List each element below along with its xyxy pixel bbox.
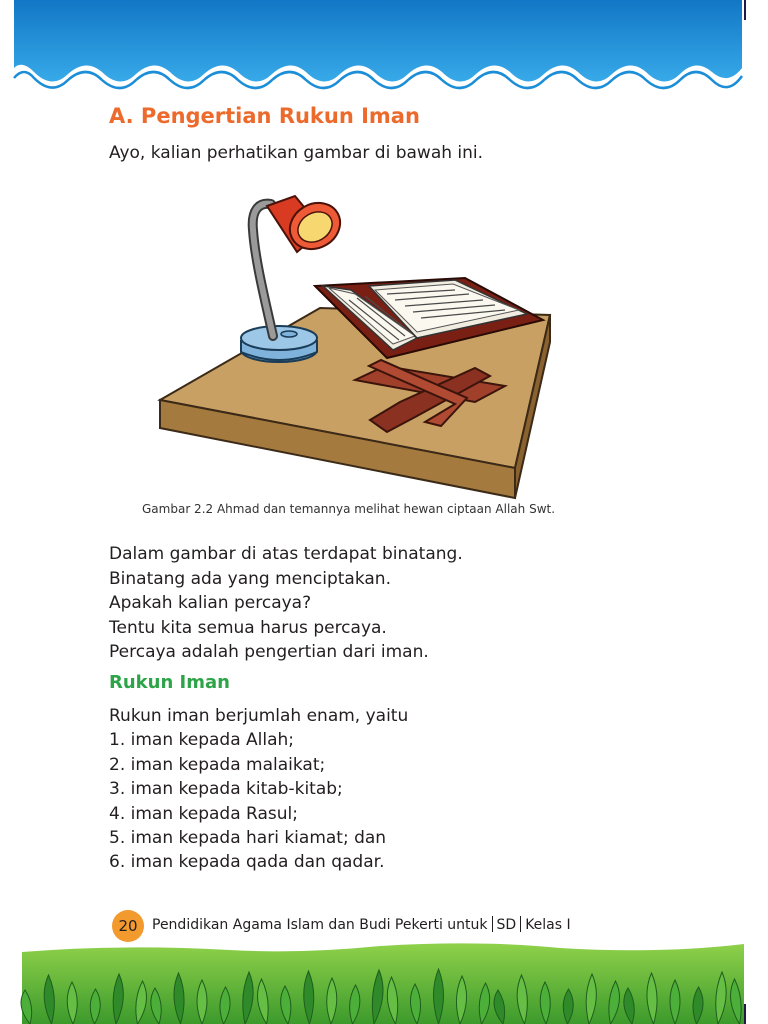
list-item: 3. iman kepada kitab-kitab; (109, 779, 343, 800)
footer-title (152, 916, 571, 933)
rukun-iman-list (109, 704, 408, 875)
separator (520, 916, 521, 932)
wave-banner (0, 0, 768, 110)
intro-text: Ayo, kalian perhatikan gambar di bawah ini. (109, 143, 484, 163)
paragraph-line: Apakah kalian percaya? (109, 593, 312, 614)
list-item: 4. iman kepada Rasul; (109, 803, 298, 824)
list-intro: Rukun iman berjumlah enam, yaitu (109, 706, 409, 726)
list-item: 1. iman kepada Allah; (109, 730, 295, 751)
subheading: Rukun Iman (109, 672, 230, 693)
figure-caption: Gambar 2.2 Ahmad dan temannya melihat hewan ciptaan Allah Swt. (142, 502, 556, 516)
book-title: Pendidikan Agama Islam dan Budi Pekerti untuk (152, 917, 488, 933)
paragraph-line: Tentu kita semua harus percaya. (109, 617, 387, 638)
body-paragraph (109, 542, 463, 665)
paragraph-line: Percaya adalah pengertian dari iman. (109, 642, 429, 663)
separator (492, 916, 493, 932)
list-item: 6. iman kepada qada dan qadar. (109, 852, 385, 873)
page-number-badge: 20 (112, 910, 144, 942)
paragraph-line: Binatang ada yang menciptakan. (109, 568, 391, 589)
grass-footer (0, 940, 768, 1024)
list-item: 5. iman kepada hari kiamat; dan (109, 828, 387, 849)
school-level: SD (496, 917, 517, 933)
section-heading: A. Pengertian Rukun Iman (109, 104, 420, 128)
list-item: 2. iman kepada malaikat; (109, 754, 326, 775)
paragraph-line: Dalam gambar di atas terdapat binatang. (109, 544, 463, 564)
grade-label: Kelas I (525, 917, 571, 933)
quran-desk-illustration (155, 190, 565, 505)
